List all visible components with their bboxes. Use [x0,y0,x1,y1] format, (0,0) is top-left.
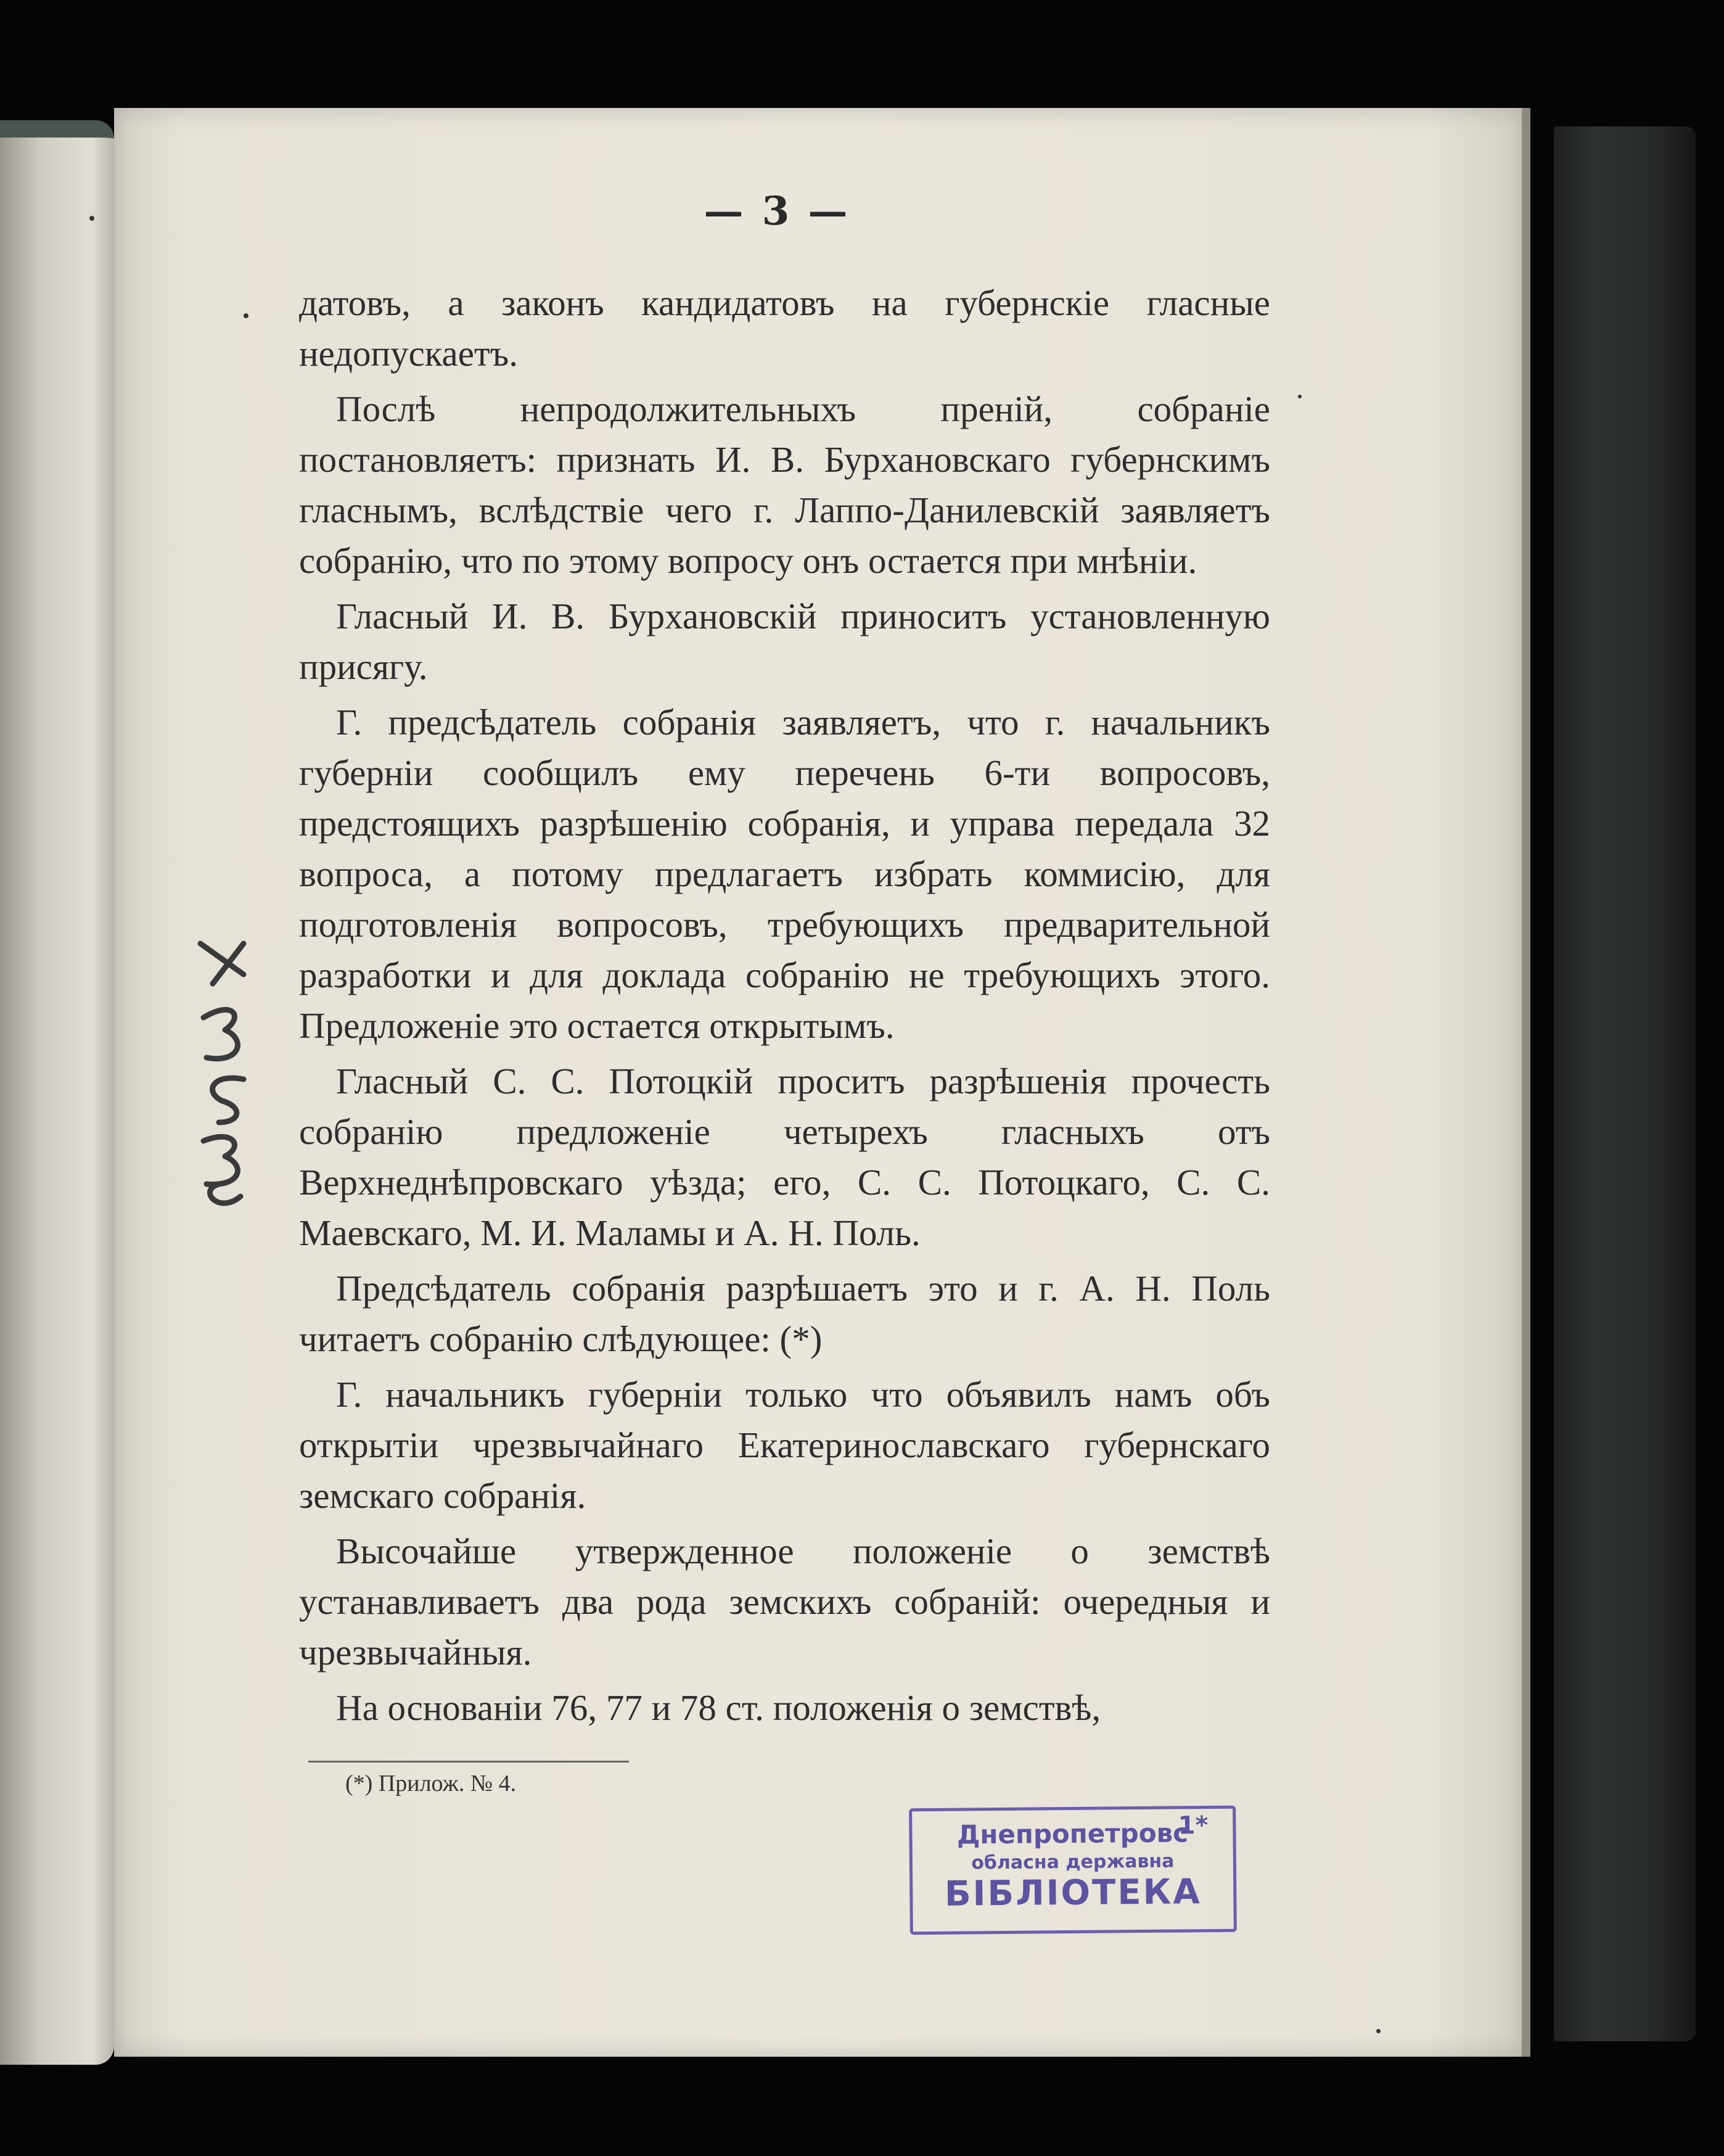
stamp-line-2: обласна державна [971,1850,1175,1874]
handwritten-inventory-number [176,925,268,1209]
paragraph-7: Г. начальникъ губерніи только что объявилъ намъ объ открытіи чрезвычайнаго Екатеринославскаго губернскаго земскаго собранія. [299,1374,1270,1516]
stamp-line-1: Днепропетровс [956,1817,1189,1850]
paragraph-5: Гласный С. С. Потоцкій проситъ разрѣшенія прочесть собранію предложеніе четырехъ гласныхъ отъ Верхнеднѣпровскаго уѣзда; его, С. С. Потоцкаго, С. С. Маевскаго, М. И. Маламы и А. Н. Поль. [299,1061,1270,1253]
left-page-edge [0,120,114,2065]
paragraph-9: На основаніи 76, 77 и 78 ст. положенія о земствѣ, [336,1687,1101,1728]
footnote-rule [308,1761,629,1763]
paper-speck [244,313,248,318]
stamp-signature-mark: 1* [1178,1811,1209,1840]
paragraph-2: Послѣ непродолжительныхъ преній, собраніе постановляетъ: признать И. В. Бурхановскаго губернскимъ гласнымъ, вслѣдствіе чего г. Лаппо-Данилевскій заявляетъ собранію, что по этому вопросу онъ остается при мнѣніи. [299,389,1270,581]
paper-speck [1376,2029,1381,2033]
page-number: — 3 — [704,188,850,234]
page-edge-shadow [1522,108,1530,2057]
book-back-cover [1554,126,1696,2041]
stamp-line-3: БІБЛІОТЕКА [944,1872,1202,1914]
paragraph-4: Г. предсѣдатель собранія заявляетъ, что г. начальникъ губерніи сообщилъ ему перечень 6-ти вопросовъ, предстоящихъ разрѣшенію собранія, и управа передала 32 вопроса, а потому предлагаетъ избрать коммисію, для подготовленія вопросовъ, требующихъ предварительной разработки и для доклада собранію не требующихъ этого. Предложеніе это остается открытымъ. [299,702,1270,1046]
paragraph-3: Гласный И. В. Бурхановскій приноситъ установленную присягу. [299,596,1270,687]
paper-speck [89,216,94,221]
footnote: (*) Прилож. № 4. [345,1771,517,1796]
paragraph-8: Высочайше утвержденное положеніе о земствѣ устанавливаетъ два рода земскихъ собраній: очередныя и чрезвычайныя. [299,1531,1270,1673]
library-stamp [909,1806,1237,1935]
paper-speck [1298,395,1302,398]
paragraph-1: датовъ, а законъ кандидатовъ на губернскіе гласные недопускаетъ. [299,282,1270,374]
page-body-text [299,278,1270,1738]
paragraph-6: Предсѣдатель собранія разрѣшаетъ это и г. А. Н. Поль читаетъ собранію слѣдующее: (*) [299,1268,1270,1359]
